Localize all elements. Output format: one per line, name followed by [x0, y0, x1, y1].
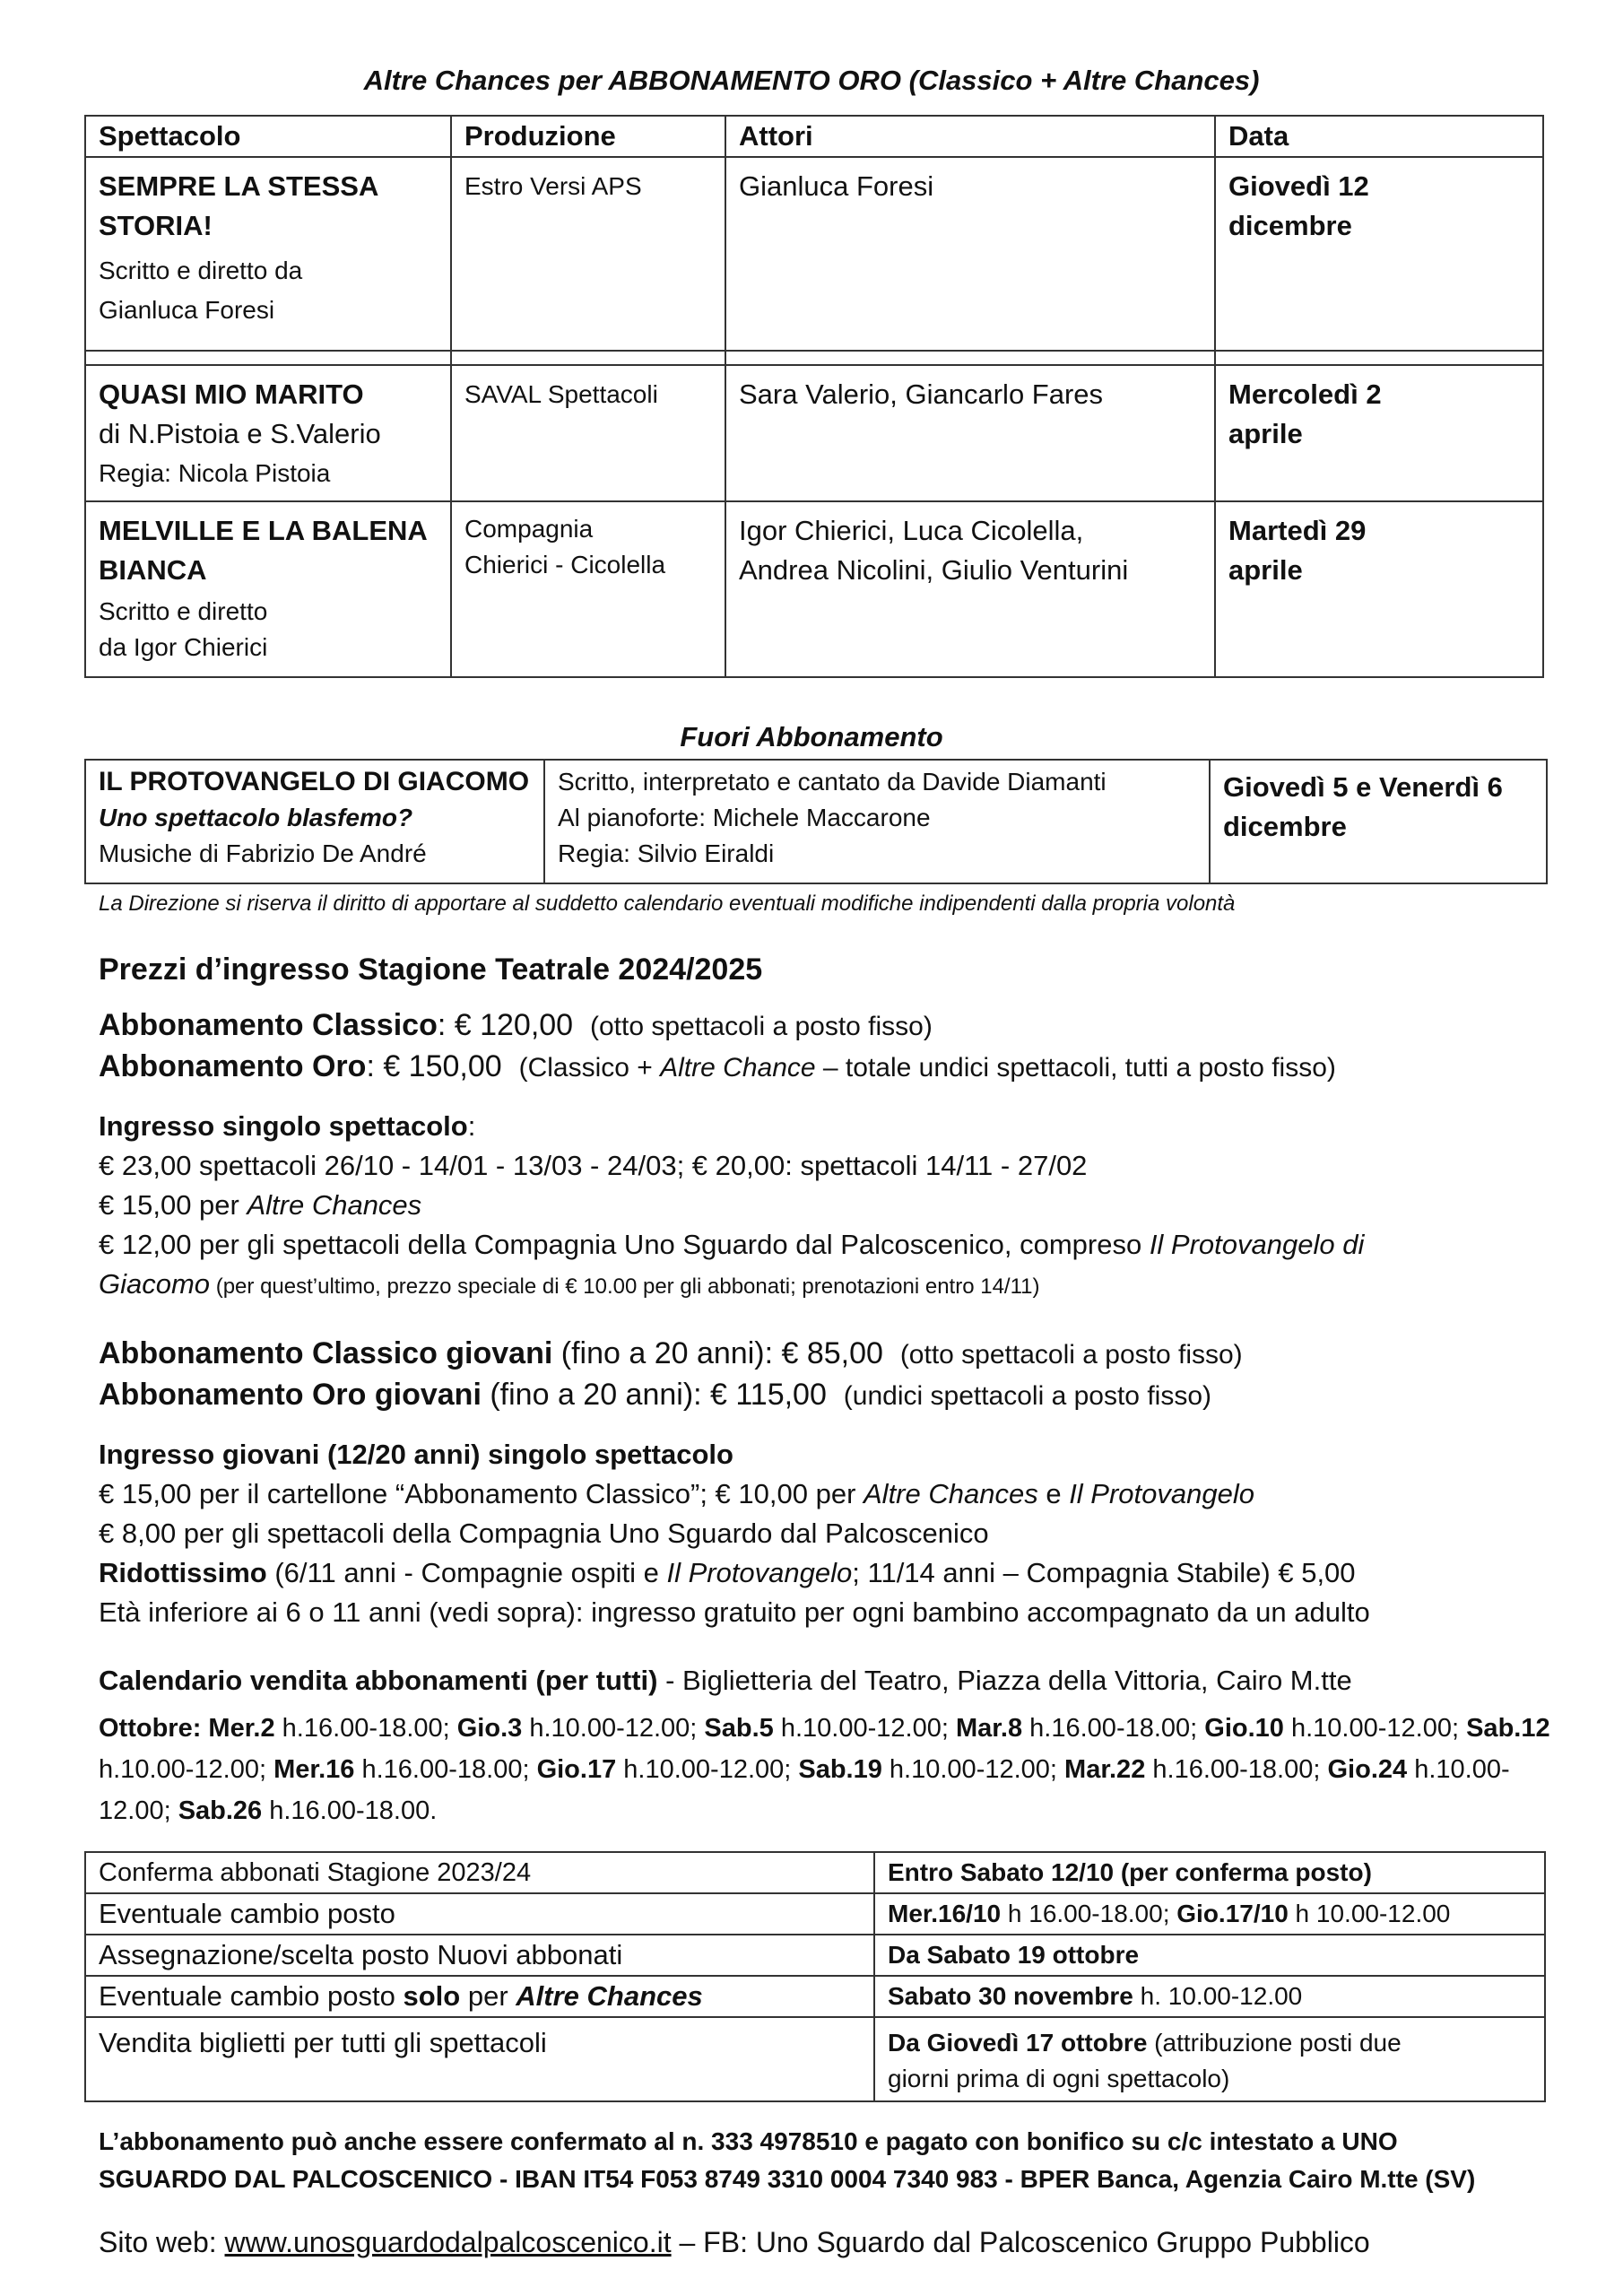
- actors-line: Andrea Nicolini, Giulio Venturini: [739, 554, 1129, 586]
- ridottissimo-text: ; 11/14 anni – Compagnia Stabile) € 5,00: [852, 1557, 1356, 1588]
- single-price-italic: Altre Chances: [247, 1189, 422, 1221]
- schedule-day: Mar.8: [955, 1714, 1023, 1743]
- table-row: [85, 1852, 1545, 1893]
- single-price-line: € 23,00 spettacoli 26/10 - 14/01 - 13/03 - 24/03; € 20,00: spettacoli 14/11 - 27/02: [99, 1150, 1088, 1181]
- schedule-day: Gio.3: [456, 1714, 523, 1743]
- show-date: Giovedì 12: [1228, 170, 1369, 202]
- schedule-time: h.16.00-18.00;: [274, 1714, 457, 1743]
- show-title: MELVILLE E LA BALENA: [99, 515, 428, 546]
- schedule-time: h.16.00-18.00;: [354, 1755, 537, 1784]
- facebook-text: – FB: Uno Sguardo dal Palcoscenico Gruppo Pubblico: [671, 2226, 1370, 2258]
- show-title: IL PROTOVANGELO DI GIACOMO: [99, 767, 530, 796]
- table-cell: Da Sabato 19 ottobre: [874, 1935, 1545, 1976]
- price-value: : € 120,00: [437, 1008, 574, 1042]
- shows-table: [84, 115, 1544, 678]
- actors-cell: Gianluca Foresi: [725, 157, 1215, 351]
- prices-heading: Prezzi d’ingresso Stagione Teatrale 2024/2025: [99, 952, 763, 987]
- cell-text: (attribuzione posti due: [1147, 2029, 1402, 2057]
- actors-line: Igor Chierici, Luca Cicolella,: [739, 515, 1084, 546]
- cell-bold: Da Giovedì 17 ottobre: [888, 2029, 1148, 2057]
- credits-line: Regia: Silvio Eiraldi: [558, 839, 775, 867]
- table-cell: [874, 2017, 1545, 2101]
- cell-text: giorni prima di ogni spettacolo): [888, 2065, 1230, 2092]
- calendar-heading: [99, 1665, 1551, 1697]
- ridottissimo-label: Ridottissimo: [99, 1557, 267, 1588]
- column-header-produzione: Produzione: [451, 116, 725, 157]
- calendar-heading-label: Calendario vendita abbonamenti (per tutti): [99, 1665, 658, 1696]
- column-header-spettacolo: Spettacolo: [85, 116, 451, 157]
- cell-bold-italic: Altre Chances: [516, 1980, 703, 2012]
- disclaimer: La Direzione si riserva il diritto di apportare al suddetto calendario eventuali modifiche indipendenti dalla propria volontà: [99, 891, 1236, 916]
- show-date: aprile: [1228, 554, 1303, 586]
- calendar-schedule: [99, 1708, 1551, 1831]
- production-name: Compagnia: [464, 515, 594, 543]
- schedule-day: Ottobre: Mer.2: [99, 1714, 275, 1743]
- subscription-schedule-table: [84, 1851, 1546, 2102]
- price-label: Abbonamento Classico giovani: [99, 1336, 553, 1370]
- price-note-text: – totale undici spettacoli, tutti a posto fisso): [815, 1053, 1336, 1083]
- schedule-day: Sab.26: [178, 1796, 263, 1825]
- cell-text: h 10.00-12.00: [1288, 1900, 1451, 1927]
- actors-cell: Sara Valerio, Giancarlo Fares: [725, 365, 1215, 501]
- schedule-day: Mer.16: [273, 1755, 355, 1784]
- show-credits: di N.Pistoia e S.Valerio: [99, 418, 381, 449]
- fuori-table: [84, 759, 1548, 884]
- schedule-time: h.10.00-12.00;: [1283, 1714, 1467, 1743]
- table-header-row: [85, 116, 1543, 157]
- production-cell: [451, 501, 725, 677]
- cell-text: h. 10.00-12.00: [1133, 1982, 1303, 2010]
- show-cell: [85, 365, 451, 501]
- schedule-time: h.16.00-18.00;: [1022, 1714, 1205, 1743]
- price-note: (undici spettacoli a posto fisso): [843, 1381, 1211, 1411]
- schedule-time: h.10.00-12.00;: [881, 1755, 1065, 1784]
- price-note-italic: Altre Chance: [660, 1053, 816, 1083]
- show-date: dicembre: [1223, 811, 1347, 842]
- single-heading-label: Ingresso singolo spettacolo: [99, 1110, 468, 1142]
- schedule-day: Sab.12: [1466, 1714, 1550, 1743]
- credits-cell: [544, 760, 1210, 883]
- table-row: [85, 1935, 1545, 1976]
- schedule-day: Gio.17: [536, 1755, 617, 1784]
- single-price-line: [99, 1268, 1551, 1300]
- table-row: [85, 501, 1543, 677]
- table-cell: [85, 1976, 874, 2017]
- price-value: (fino a 20 anni): € 85,00: [552, 1336, 883, 1370]
- date-cell: [1210, 760, 1547, 883]
- calendar-location: - Biglietteria del Teatro, Piazza della Vittoria, Cairo M.tte: [657, 1665, 1352, 1696]
- date-cell: [1215, 501, 1543, 677]
- show-date: Mercoledì 2: [1228, 378, 1382, 410]
- show-credits: da Igor Chierici: [99, 633, 268, 661]
- cell-text: h 16.00-18.00;: [1001, 1900, 1177, 1927]
- table-row: [85, 1893, 1545, 1935]
- table-cell: Conferma abbonati Stagione 2023/24: [85, 1852, 874, 1893]
- production-cell: Estro Versi APS: [451, 157, 725, 351]
- schedule-time: h.10.00-12.00;: [99, 1755, 274, 1784]
- table-row: [85, 760, 1547, 883]
- cell-text: per: [460, 1980, 516, 2012]
- price-value: (fino a 20 anni): € 115,00: [481, 1378, 827, 1412]
- price-classico: [99, 1008, 1551, 1043]
- giovani-price-text: e: [1037, 1478, 1070, 1509]
- single-price-line: [99, 1189, 1551, 1222]
- price-giovani-oro: [99, 1378, 1551, 1413]
- price-note: (otto spettacoli a posto fisso): [899, 1340, 1243, 1370]
- table-row: [85, 365, 1543, 501]
- schedule-time: h.10.00-12.00;: [522, 1714, 705, 1743]
- show-subtitle: Uno spettacolo blasfemo?: [99, 804, 413, 831]
- row-spacer: [85, 351, 1543, 365]
- table-cell: Vendita biglietti per tutti gli spettacoli: [85, 2017, 874, 2101]
- footer-line: SGUARDO DAL PALCOSCENICO - IBAN IT54 F053 8749 3310 0004 7340 983 - BPER Banca, Agenzia Cairo M.tte (SV): [99, 2165, 1476, 2193]
- table-row: [85, 1976, 1545, 2017]
- eta-line: Età inferiore ai 6 o 11 anni (vedi sopra): ingresso gratuito per ogni bambino accompagnato da un adulto: [99, 1596, 1370, 1628]
- show-title: STORIA!: [99, 210, 213, 241]
- table-cell: Assegnazione/scelta posto Nuovi abbonati: [85, 1935, 874, 1976]
- schedule-time: h.10.00-12.00;: [99, 1755, 1510, 1825]
- giovani-price-italic: Altre Chances: [864, 1478, 1038, 1509]
- single-heading-colon: :: [467, 1110, 476, 1142]
- single-price-text: € 15,00 per: [99, 1189, 247, 1221]
- schedule-day: Mar.22: [1064, 1755, 1146, 1784]
- show-credits: Scritto e diretto: [99, 597, 268, 625]
- giovani-price-line: [99, 1478, 1551, 1510]
- price-oro: [99, 1049, 1551, 1084]
- price-giovani-classico: [99, 1336, 1551, 1371]
- site-line: [99, 2226, 1370, 2259]
- show-credits: Regia: Nicola Pistoia: [99, 459, 331, 487]
- date-cell: [1215, 365, 1543, 501]
- price-note: (otto spettacoli a posto fisso): [590, 1012, 933, 1041]
- show-date: Martedì 29: [1228, 515, 1367, 546]
- table-cell: [874, 1976, 1545, 2017]
- site-label: Sito web:: [99, 2226, 225, 2258]
- show-date: Giovedì 5 e Venerdì 6: [1223, 771, 1503, 803]
- ridottissimo-text: (6/11 anni - Compagnie ospiti e: [266, 1557, 667, 1588]
- column-header-attori: Attori: [725, 116, 1215, 157]
- production-name: Chierici - Cicolella: [464, 551, 666, 578]
- footer-line: L’abbonamento può anche essere confermato al n. 333 4978510 e pagato con bonifico su c/c intestato a UNO: [99, 2127, 1398, 2155]
- site-link[interactable]: www.unosguardodalpalcoscenico.it: [224, 2226, 672, 2258]
- show-title: SEMPRE LA STESSA: [99, 170, 379, 202]
- schedule-day: Gio.10: [1204, 1714, 1284, 1743]
- cell-text: Eventuale cambio posto: [99, 1980, 404, 2012]
- table-row: [85, 157, 1543, 351]
- production-cell: SAVAL Spettacoli: [451, 365, 725, 501]
- table-row: [85, 2017, 1545, 2101]
- single-price-note: (per quest’ultimo, prezzo speciale di € 10.00 per gli abbonati; prenotazioni entro 14/11): [210, 1274, 1040, 1299]
- table-cell: [874, 1893, 1545, 1935]
- ridottissimo-italic: Il Protovangelo: [666, 1557, 853, 1588]
- show-cell: [85, 157, 451, 351]
- price-value: : € 150,00: [366, 1049, 502, 1083]
- giovani-single-heading: Ingresso giovani (12/20 anni) singolo spettacolo: [99, 1439, 733, 1470]
- cell-bold: Sabato 30 novembre: [888, 1982, 1133, 2010]
- date-cell: [1215, 157, 1543, 351]
- credits-line: Scritto, interpretato e cantato da Davide Diamanti: [558, 768, 1107, 796]
- show-credits: Musiche di Fabrizio De André: [99, 839, 427, 867]
- schedule-day: Sab.5: [704, 1714, 774, 1743]
- show-title: BIANCA: [99, 554, 207, 586]
- giovani-price-text: € 15,00 per il cartellone “Abbonamento Classico”; € 10,00 per: [99, 1478, 864, 1509]
- giovani-price-italic: Il Protovangelo: [1069, 1478, 1254, 1509]
- giovani-price-line: € 8,00 per gli spettacoli della Compagnia Uno Sguardo dal Palcoscenico: [99, 1518, 989, 1549]
- single-price-italic: Il Protovangelo di: [1149, 1229, 1365, 1260]
- column-header-data: Data: [1215, 116, 1543, 157]
- schedule-day: Gio.24: [1327, 1755, 1408, 1784]
- schedule-time: h.10.00-12.00;: [773, 1714, 956, 1743]
- cell-bold: Gio.17/10: [1176, 1900, 1289, 1927]
- show-cell: [85, 501, 451, 677]
- price-note: [519, 1053, 1336, 1083]
- show-date: aprile: [1228, 418, 1303, 449]
- price-label: Abbonamento Oro: [99, 1049, 367, 1083]
- page-title: Altre Chances per ABBONAMENTO ORO (Classico + Altre Chances): [363, 65, 1260, 96]
- show-cell: [85, 760, 544, 883]
- single-heading: [99, 1110, 1551, 1143]
- price-label: Abbonamento Classico: [99, 1008, 438, 1042]
- cell-bold: solo: [403, 1980, 461, 2012]
- schedule-day: Sab.19: [798, 1755, 882, 1784]
- credits-line: Al pianoforte: Michele Maccarone: [558, 804, 931, 831]
- show-title: QUASI MIO MARITO: [99, 378, 364, 410]
- schedule-time: h.16.00-18.00.: [262, 1796, 438, 1825]
- table-cell: Entro Sabato 12/10 (per conferma posto): [874, 1852, 1545, 1893]
- schedule-time: h.16.00-18.00;: [1145, 1755, 1328, 1784]
- show-credits: Gianluca Foresi: [99, 296, 275, 324]
- fuori-heading: Fuori Abbonamento: [680, 721, 943, 752]
- single-price-italic: Giacomo: [99, 1268, 211, 1300]
- table-cell: Eventuale cambio posto: [85, 1893, 874, 1935]
- cell-bold: Mer.16/10: [888, 1900, 1002, 1927]
- price-note-text: (Classico +: [518, 1053, 661, 1083]
- show-date: dicembre: [1228, 210, 1352, 241]
- schedule-time: h.10.00-12.00;: [616, 1755, 799, 1784]
- single-price-text: € 12,00 per gli spettacoli della Compagnia Uno Sguardo dal Palcoscenico, compreso: [99, 1229, 1150, 1260]
- single-price-line: [99, 1229, 1551, 1261]
- actors-cell: [725, 501, 1215, 677]
- show-credits: Scritto e diretto da: [99, 257, 303, 284]
- ridottissimo-line: [99, 1557, 1551, 1589]
- price-label: Abbonamento Oro giovani: [99, 1378, 482, 1412]
